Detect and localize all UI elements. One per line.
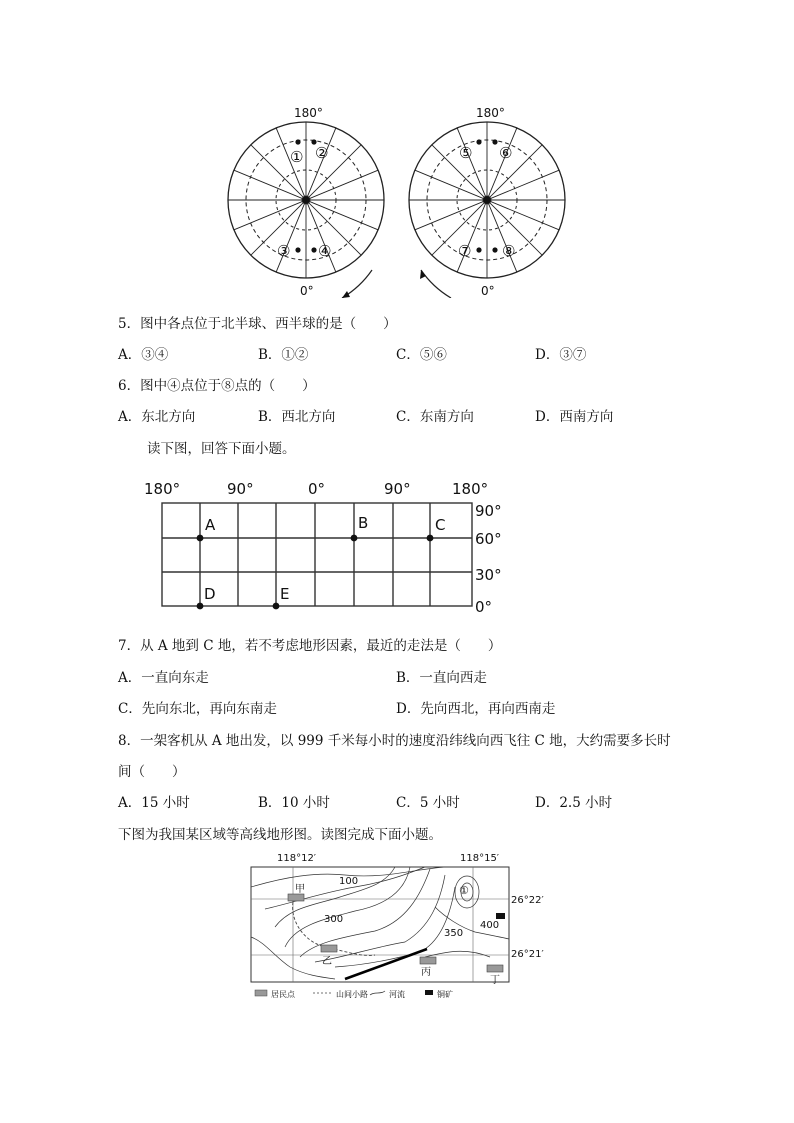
legend-settlement: 居民点: [271, 990, 295, 999]
question-5-option-b[interactable]: B．①②: [258, 347, 309, 363]
legend: [255, 989, 453, 999]
grid-lon-label: 90°: [384, 480, 411, 498]
question-8-option-d[interactable]: D．2.5 小时: [535, 795, 613, 811]
legend-copper-mine: 铜矿: [437, 990, 453, 999]
grid-point-label-d: D: [204, 585, 216, 603]
legend-river: 河流: [389, 990, 405, 999]
point-label-1: ①: [290, 148, 304, 166]
point-label-6: ⑥: [499, 144, 513, 162]
question-8-stem: 8．一架客机从 A 地出发，以 999 千米每小时的速度沿纬线向西飞往 C 地，大约需要多长时: [118, 733, 671, 749]
question-5-option-c[interactable]: C．⑤⑥: [396, 347, 447, 363]
grid-lon-label: 90°: [227, 480, 254, 498]
question-8-option-a[interactable]: A．15 小时: [118, 795, 190, 811]
point-label-2: ②: [315, 144, 329, 162]
grid-point-label-e: E: [280, 585, 290, 603]
polar-right-bottom-label: 0°: [481, 284, 495, 298]
point-label-3: ③: [277, 242, 291, 260]
contour-value: 300: [324, 914, 344, 925]
place-label-jia: 甲: [295, 884, 305, 895]
point-label-8: ⑧: [502, 242, 516, 260]
point-label-7: ⑦: [458, 242, 472, 260]
point-label-5: ⑤: [459, 144, 473, 162]
place-label-ding: 丁: [490, 975, 500, 986]
contour-value: 350: [444, 928, 464, 939]
point-dot: [311, 247, 316, 252]
question-7-option-b[interactable]: B．一直向西走: [396, 670, 487, 686]
river: [345, 949, 427, 979]
place-label-1: ①: [459, 884, 469, 897]
grid-lat-label: 30°: [475, 566, 502, 584]
point-dot: [295, 139, 300, 144]
contour-value: 400: [480, 920, 500, 931]
question-6-option-d[interactable]: D．西南方向: [535, 409, 614, 425]
question-8-option-c[interactable]: C．5 小时: [396, 795, 460, 811]
contour-map: [245, 847, 555, 1007]
settlement: [321, 945, 337, 952]
settlement: [487, 965, 503, 972]
grid-map: [140, 476, 520, 616]
settlement: [288, 894, 304, 901]
point-dot: [476, 247, 481, 252]
polar-right: [409, 122, 565, 298]
map-lat-label: 26°21′: [511, 949, 544, 960]
question-6-option-c[interactable]: C．东南方向: [396, 409, 474, 425]
point-dot: [295, 247, 300, 252]
grid-lat-label: 90°: [475, 502, 502, 520]
grid-lon-label: 180°: [144, 480, 181, 498]
grid-point-label-c: C: [435, 516, 446, 534]
section-intro-2: 读下图，回答下面小题。: [147, 441, 296, 457]
section-intro-3: 下图为我国某区域等高线地形图。读图完成下面小题。: [118, 827, 442, 843]
polar-diagrams: [200, 98, 600, 298]
grid-point-label-a: A: [205, 516, 216, 534]
point-d-dot: [197, 603, 204, 610]
question-6-option-b[interactable]: B．西北方向: [258, 409, 336, 425]
settlement: [420, 957, 436, 964]
point-c-dot: [427, 535, 434, 542]
question-6-stem: 6．图中④点位于⑧点的（ ）: [118, 378, 316, 394]
copper-mine-icon: [496, 913, 505, 919]
question-7-stem: 7．从 A 地到 C 地，若不考虑地形因素，最近的走法是（ ）: [118, 638, 502, 654]
grid-lat-label: 60°: [475, 530, 502, 548]
point-e-dot: [273, 603, 280, 610]
point-b-dot: [351, 535, 358, 542]
question-7-option-c[interactable]: C．先向东北，再向东南走: [118, 701, 277, 717]
question-5-option-d[interactable]: D．③⑦: [535, 347, 587, 363]
point-dot: [476, 139, 481, 144]
grid-lat-label: 0°: [475, 598, 493, 616]
map-lon-label: 118°15′: [460, 853, 500, 864]
question-6-option-a[interactable]: A．东北方向: [118, 409, 196, 425]
map-lat-label: 26°22′: [511, 895, 544, 906]
map-lon-label: 118°12′: [277, 853, 317, 864]
polar-left-top-label: 180°: [294, 106, 323, 120]
grid-lon-label: 180°: [452, 480, 489, 498]
question-7-option-d[interactable]: D．先向西北，再向西南走: [396, 701, 556, 717]
grid-lon-label: 0°: [308, 480, 326, 498]
question-8-stem-cont: 间（ ）: [118, 764, 186, 780]
contour-value: 100: [339, 876, 359, 887]
legend-trail: 山间小路: [336, 990, 368, 999]
polar-left-bottom-label: 0°: [300, 284, 314, 298]
point-dot: [492, 247, 497, 252]
rotation-arrow: [421, 270, 451, 298]
question-8-option-b[interactable]: B．10 小时: [258, 795, 330, 811]
polar-left: [228, 122, 384, 298]
question-7-option-a[interactable]: A．一直向东走: [118, 670, 209, 686]
point-dot: [492, 139, 497, 144]
place-label-bing: 丙: [421, 967, 431, 978]
grid-point-label-b: B: [358, 514, 369, 532]
point-label-4: ④: [318, 242, 332, 260]
point-a-dot: [197, 535, 204, 542]
question-5-option-a[interactable]: A．③④: [118, 347, 169, 363]
question-5-stem: 5．图中各点位于北半球、西半球的是（ ）: [118, 316, 397, 332]
polar-right-top-label: 180°: [476, 106, 505, 120]
place-label-yi: 乙: [322, 956, 332, 967]
